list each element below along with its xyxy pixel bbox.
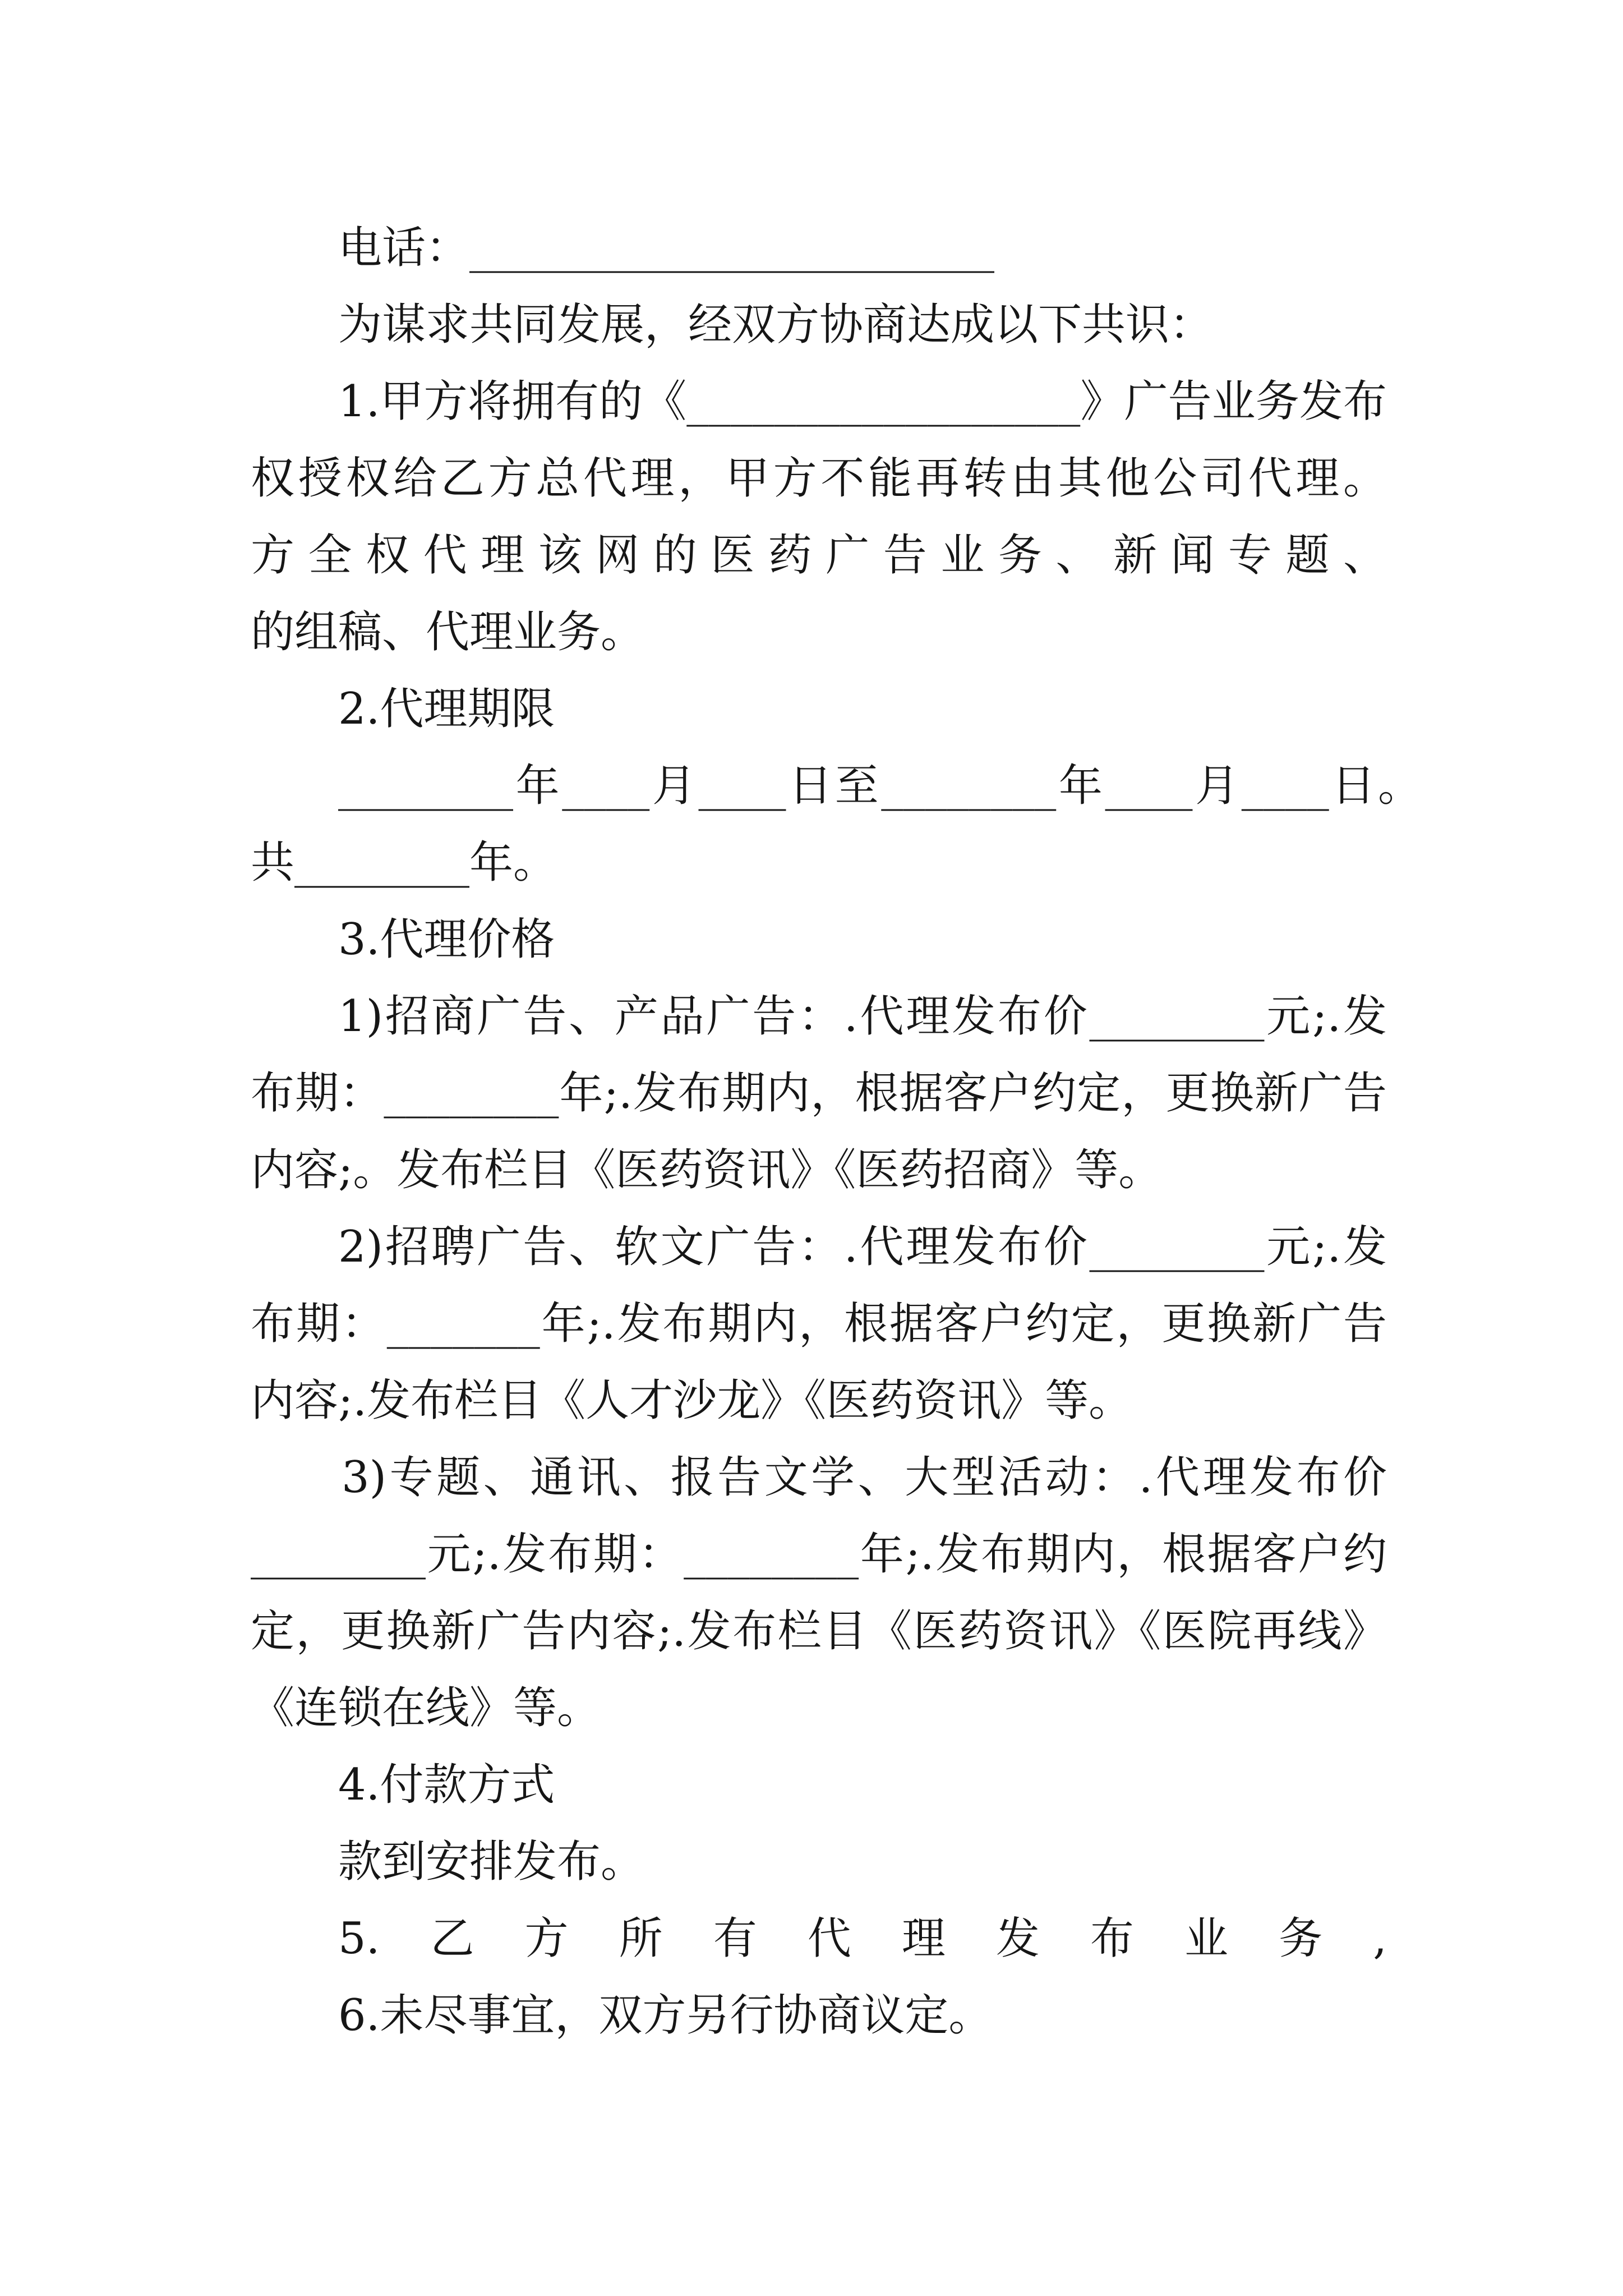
price-item-line: 3)专题、通讯、报告文学、大型活动：.代理发布价 (342, 1452, 1387, 1503)
clause-1 (251, 364, 1387, 671)
agency-period-dates: ________年____月____日至________年____月____日。 (338, 761, 1422, 811)
price-item-3 (251, 1439, 1387, 1747)
payment-method-text: 款到安排发布。 (338, 1837, 645, 1887)
clause-2-heading: 2.代理期限 (338, 684, 555, 734)
clause-2 (251, 671, 1422, 901)
price-item-line: 《连锁在线》等。 (251, 1683, 601, 1733)
clause-6: 6.未尽事宜，双方另行协商议定。 (338, 1990, 993, 2041)
price-item-line: 2)招聘广告、软文广告：.代理发布价________元;.发 (338, 1222, 1387, 1272)
price-item-line: ________元;.发布期：________年;.发布期内，根据客户约 (251, 1529, 1387, 1580)
clause-3-heading: 3.代理价格 (338, 914, 555, 965)
clause-1-line: 方全权代理该网的医药广告业务、新闻专题、 (251, 530, 1387, 581)
price-item-line: 布期：________年;.发布期内，根据客户约定，更换新广告 (251, 1068, 1387, 1119)
clause-1-line: 权授权给乙方总代理，甲方不能再转由其他公司代理。 (251, 453, 1387, 504)
clause-1-line: 的组稿、代理业务。 (251, 607, 645, 657)
price-item-line: 内容;.发布栏目《人才沙龙》《医药资讯》等。 (251, 1375, 1133, 1426)
price-item-2 (251, 1209, 1387, 1439)
phone-line (251, 210, 1387, 287)
price-item-line: 内容;。发布栏目《医药资讯》《医药招商》等。 (251, 1145, 1163, 1195)
clause-4-heading: 4.付款方式 (338, 1760, 555, 1810)
price-item-line: 布期：_______年;.发布期内，根据客户约定，更换新广告 (251, 1299, 1387, 1349)
price-item-1 (251, 978, 1387, 1209)
phone-label: 电话： (338, 223, 470, 273)
clause-3 (251, 901, 1387, 1747)
intro-text: 为谋求共同发展，经双方协商达成以下共识： (338, 300, 1214, 350)
clause-5: 5.乙方所有代理发布业务, (338, 1913, 1387, 1964)
clause-1-line: 1.甲方将拥有的《__________________》广告业务发布 (338, 376, 1387, 427)
clause-4 (251, 1747, 1387, 1901)
agency-period-years: 共________年。 (251, 838, 557, 888)
price-item-line: 定，更换新广告内容;.发布栏目《医药资讯》《医院再线》 (251, 1606, 1387, 1657)
document-body (251, 210, 1422, 2054)
phone-blank: ________________________ (469, 223, 995, 273)
price-item-line: 1)招商广告、产品广告：.代理发布价________元;.发 (338, 991, 1387, 1042)
